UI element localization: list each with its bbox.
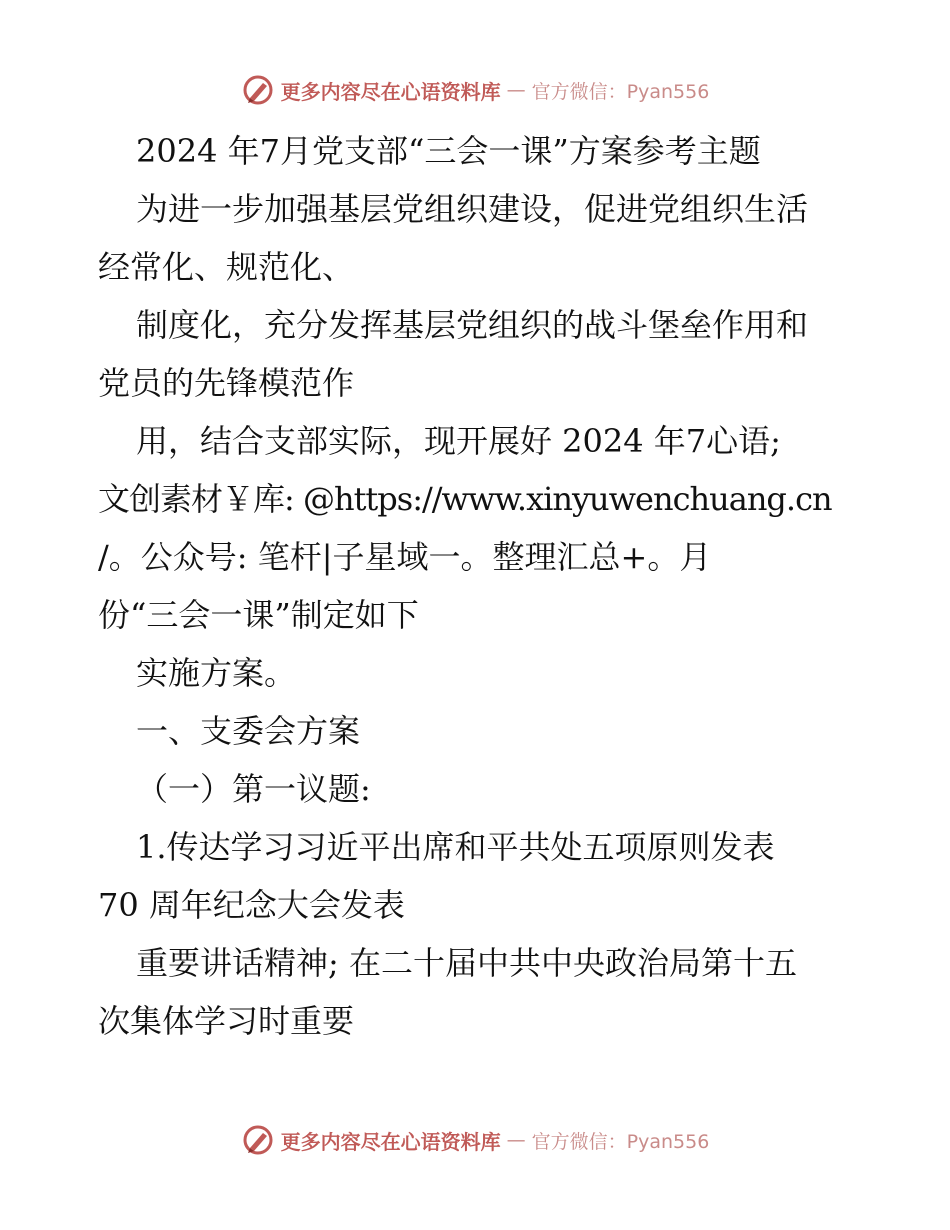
paragraph-line: 实施方案。: [136, 654, 297, 692]
paragraph-line: 重要讲话精神; 在二十届中共中央政治局第十五: [136, 944, 797, 982]
footer-watermark: [0, 1120, 950, 1160]
paragraph-line: 制度化，充分发挥基层党组织的战斗堡垒作用和: [136, 306, 809, 344]
watermark-dash: —: [506, 79, 526, 101]
subsection-heading: （一）第一议题:: [136, 770, 371, 808]
paragraph-line: 次集体学习时重要: [98, 1002, 355, 1040]
document-title: 2024 年7月党支部“三会一课”方案参考主题: [136, 132, 761, 170]
section-heading: 一、支委会方案: [136, 712, 361, 750]
watermark-sub-text: 官方微信：Pyan556: [531, 1130, 710, 1153]
paragraph-line: 70 周年纪念大会发表: [98, 886, 405, 924]
watermark-main-text: 更多内容尽在心语资料库: [280, 79, 501, 104]
pen-logo-icon: [241, 73, 275, 107]
header-watermark: [0, 70, 950, 110]
paragraph-line: /。公众号: 笔杆|子星域一。整理汇总+。月: [98, 538, 712, 576]
paragraph-line: 党员的先锋模范作: [98, 364, 355, 402]
watermark-sub-text: 官方微信：Pyan556: [531, 80, 710, 103]
watermark-dash: —: [506, 1129, 526, 1151]
list-item: 1.传达学习习近平出席和平共处五项原则发表: [136, 828, 775, 866]
paragraph-line: 经常化、规范化、: [98, 248, 355, 286]
document-body: [98, 122, 868, 1050]
paragraph-line-url: 文创素材￥库: @https://www.xinyuwenchuang.cn: [98, 480, 832, 518]
paragraph-line: 用，结合支部实际，现开展好 2024 年7心语;: [136, 422, 781, 460]
watermark-main-text: 更多内容尽在心语资料库: [280, 1129, 501, 1154]
pen-logo-icon: [241, 1123, 275, 1157]
paragraph-line: 为进一步加强基层党组织建设，促进党组织生活: [136, 190, 809, 228]
paragraph-line: 份“三会一课”制定如下: [98, 596, 419, 634]
